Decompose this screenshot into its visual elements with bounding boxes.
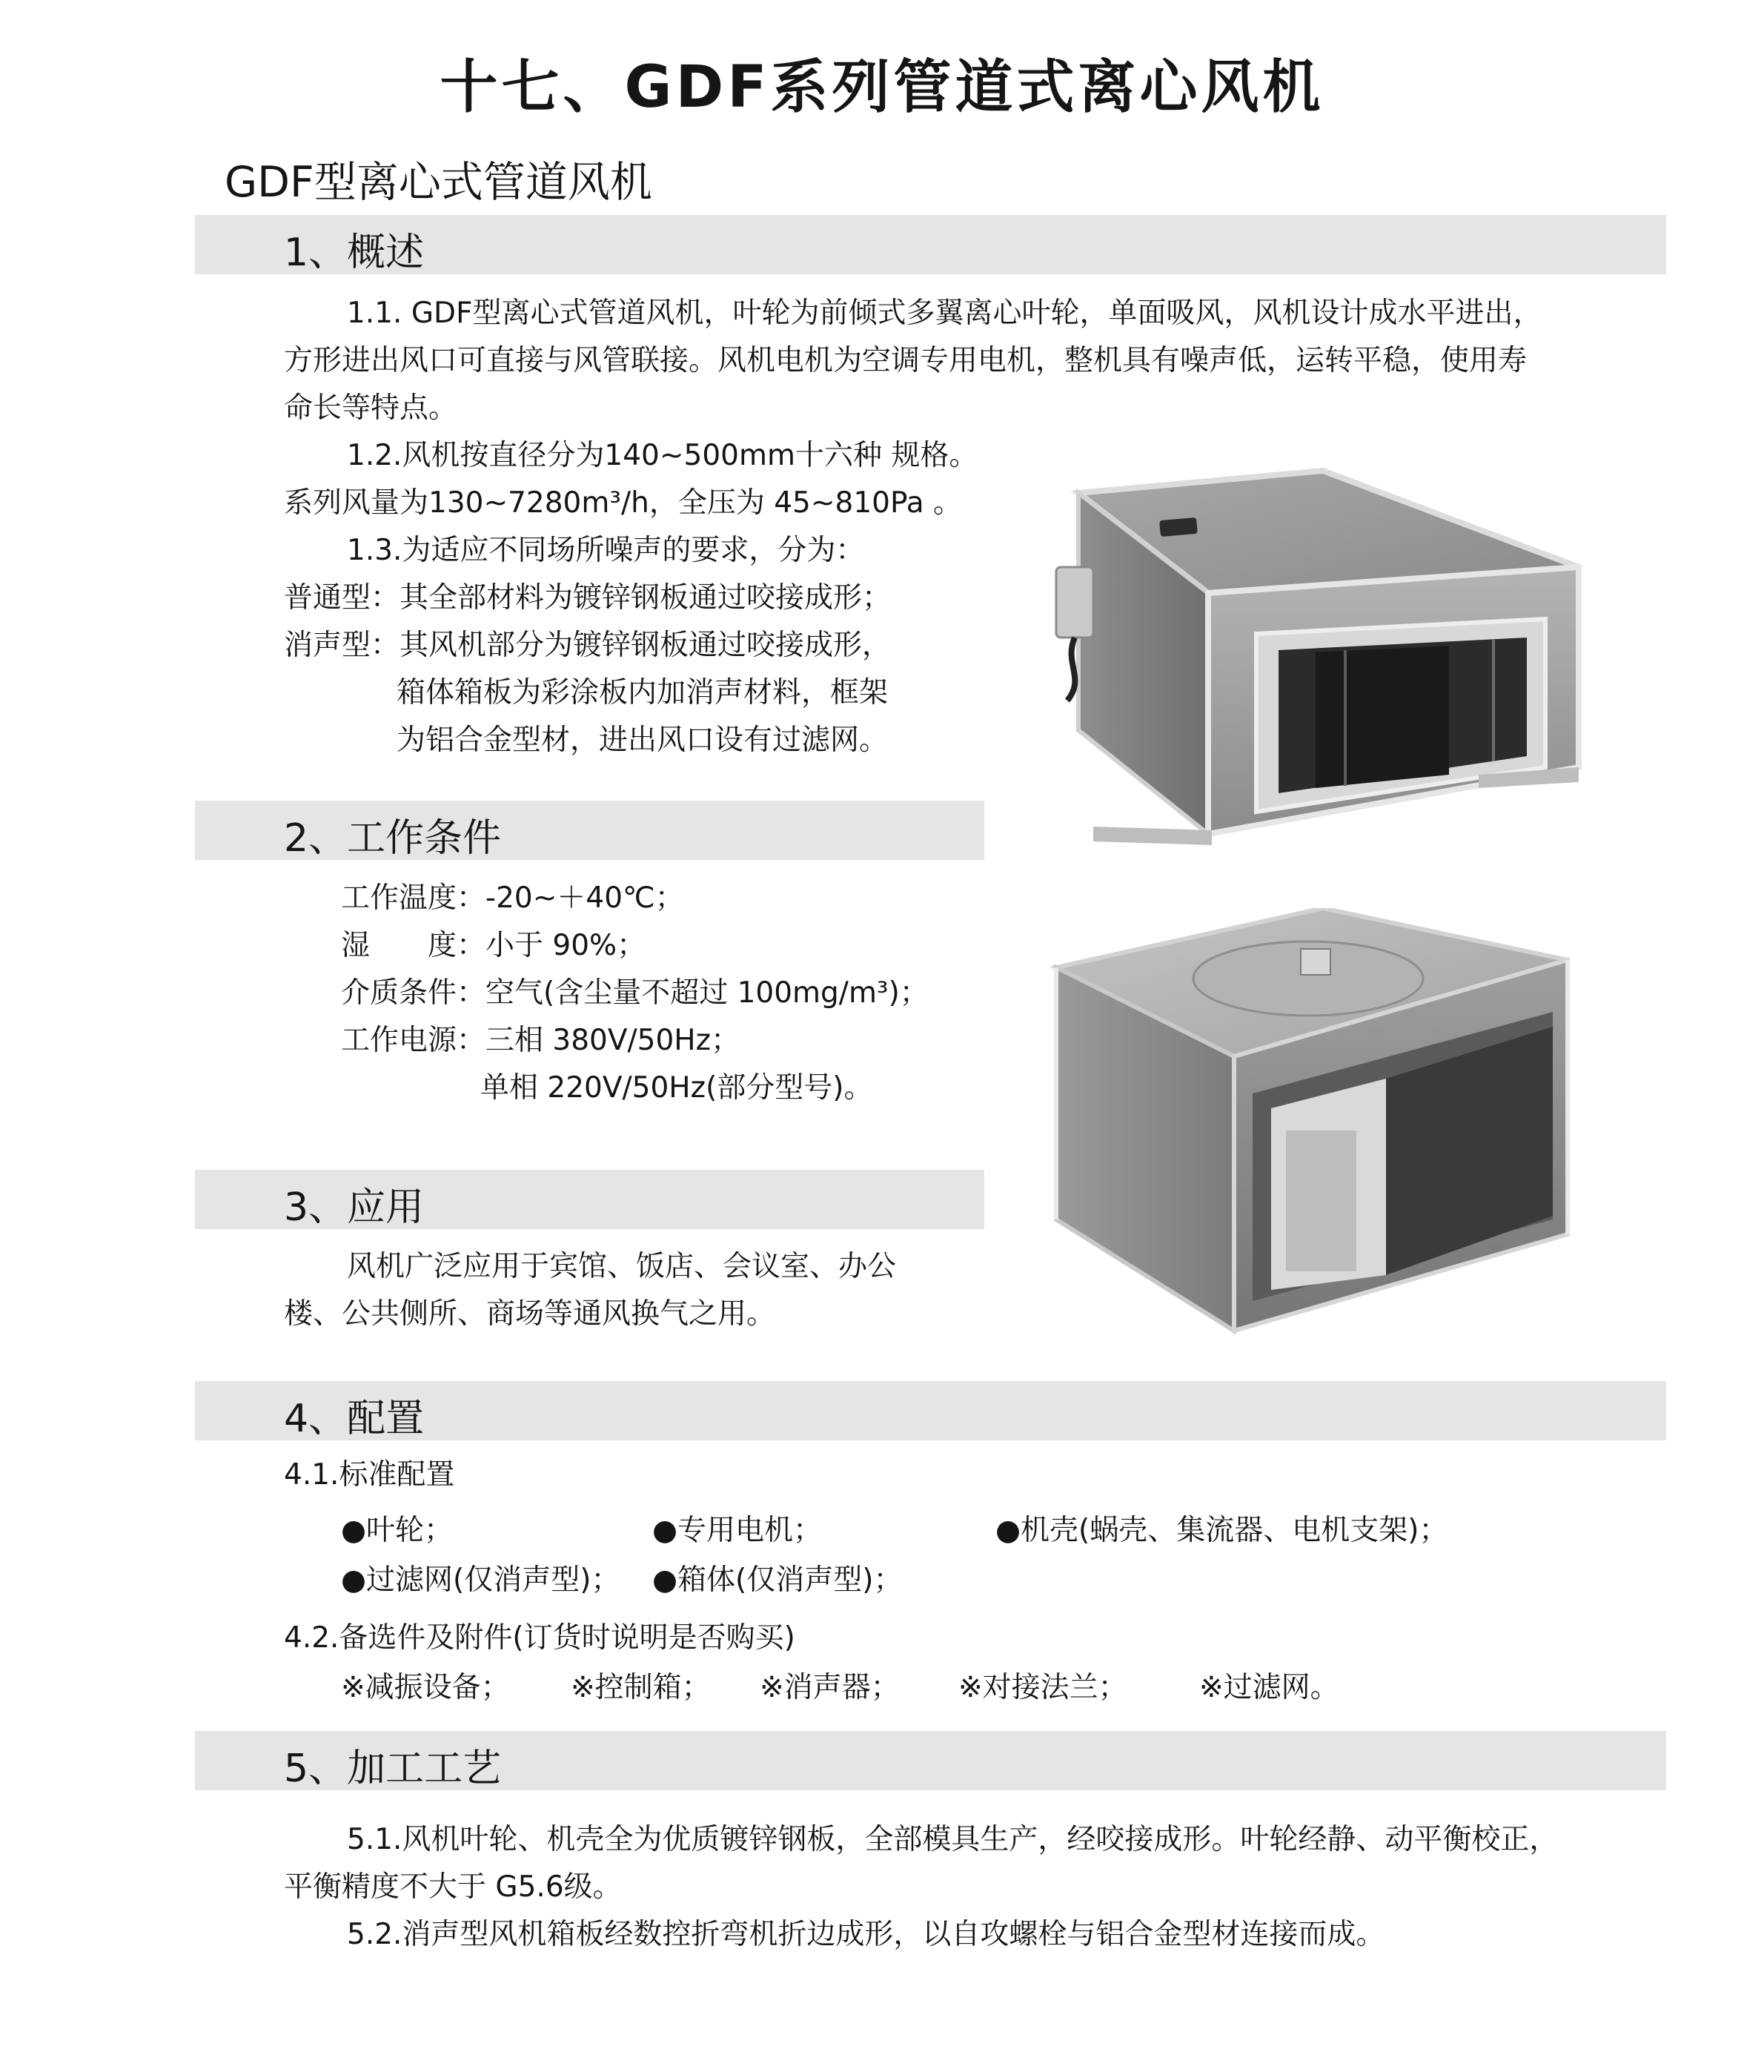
application-text: 楼、公共侧所、商场等通风换气之用。: [284, 1297, 776, 1331]
process-text: 5.1.风机叶轮、机壳全为优质镀锌钢板，全部模具生产，经咬接成形。叶轮经静、动平衡校正，: [347, 1823, 1559, 1856]
conditions-text: 单相 220V/50Hz(部分型号)。: [480, 1071, 873, 1105]
config-std-item: ●过滤网(仅消声型)；: [341, 1563, 620, 1597]
config-std-title: 4.1.标准配置: [284, 1458, 455, 1492]
application-text: 风机广泛应用于宾馆、饭店、会议室、办公: [347, 1250, 897, 1283]
process-text: 平衡精度不大于 G5.6级。: [284, 1870, 622, 1904]
section-band-config: [195, 1381, 1666, 1440]
section-heading-process: 5、加工工艺: [284, 1747, 502, 1791]
section-band-conditions: [195, 801, 984, 860]
conditions-text: 湿 度：小于 90%；: [341, 929, 646, 962]
config-std-item: ●专用电机；: [652, 1514, 823, 1547]
config-std-item: ●箱体(仅消声型)；: [652, 1563, 903, 1597]
config-opt-item: ※控制箱；: [571, 1671, 711, 1704]
process-text: 5.2.消声型风机箱板经数控折弯机折边成形，以自攻螺栓与铝合金型材连接而成。: [347, 1918, 1385, 1951]
section-heading-conditions: 2、工作条件: [284, 816, 502, 861]
overview-text: 1.2.风机按直径分为140~500mm十六种 规格。: [347, 439, 978, 472]
overview-text: 消声型：其风机部分为镀锌钢板通过咬接成形，: [284, 629, 892, 662]
config-opt-item: ※减振设备；: [341, 1671, 510, 1704]
config-std-item: ●叶轮；: [341, 1514, 454, 1547]
section-heading-config: 4、配置: [284, 1397, 425, 1441]
section-band-application: [195, 1170, 984, 1229]
duct-fan-photo: [1049, 908, 1575, 1346]
overview-text: 1.3.为适应不同场所噪声的要求，分为：: [347, 534, 865, 567]
page-title: 十七、GDF系列管道式离心风机: [440, 54, 1324, 121]
config-opt-title: 4.2.备选件及附件(订货时说明是否购买): [284, 1621, 795, 1655]
page-subtitle: GDF型离心式管道风机: [225, 158, 652, 207]
config-opt-item: ※对接法兰；: [958, 1671, 1127, 1704]
config-opt-item: ※消声器；: [760, 1671, 900, 1704]
section-band-process: [195, 1731, 1666, 1790]
conditions-text: 介质条件：空气(含尘量不超过 100mg/m³)；: [341, 976, 929, 1010]
overview-text: 箱体箱板为彩涂板内加消声材料，框架: [397, 676, 889, 709]
config-opt-item: ※过滤网。: [1199, 1671, 1339, 1704]
overview-text: 普通型：其全部材料为镀锌钢板通过咬接成形；: [284, 581, 892, 615]
config-std-item: ●机壳(蜗壳、集流器、电机支架)；: [995, 1514, 1448, 1547]
overview-text: 方形进出风口可直接与风管联接。风机电机为空调专用电机，整机具有噪声低，运转平稳，使用寿: [284, 344, 1528, 377]
conditions-text: 工作温度：-20~＋40℃；: [341, 881, 684, 915]
overview-text: 命长等特点。: [284, 391, 458, 425]
section-heading-application: 3、应用: [284, 1185, 425, 1230]
section-band-overview: [195, 215, 1666, 274]
overview-text: 1.1. GDF型离心式管道风机，叶轮为前倾式多翼离心叶轮，单面吸风，风机设计成水平进出，: [347, 297, 1542, 330]
overview-text: 为铝合金型材，进出风口设有过滤网。: [397, 724, 889, 757]
overview-text: 系列风量为130~7280m³/h，全压为 45~810Pa 。: [284, 486, 963, 520]
box-fan-photo: [1034, 456, 1586, 864]
conditions-text: 工作电源：三相 380V/50Hz；: [341, 1024, 740, 1057]
section-heading-overview: 1、概述: [284, 231, 425, 275]
